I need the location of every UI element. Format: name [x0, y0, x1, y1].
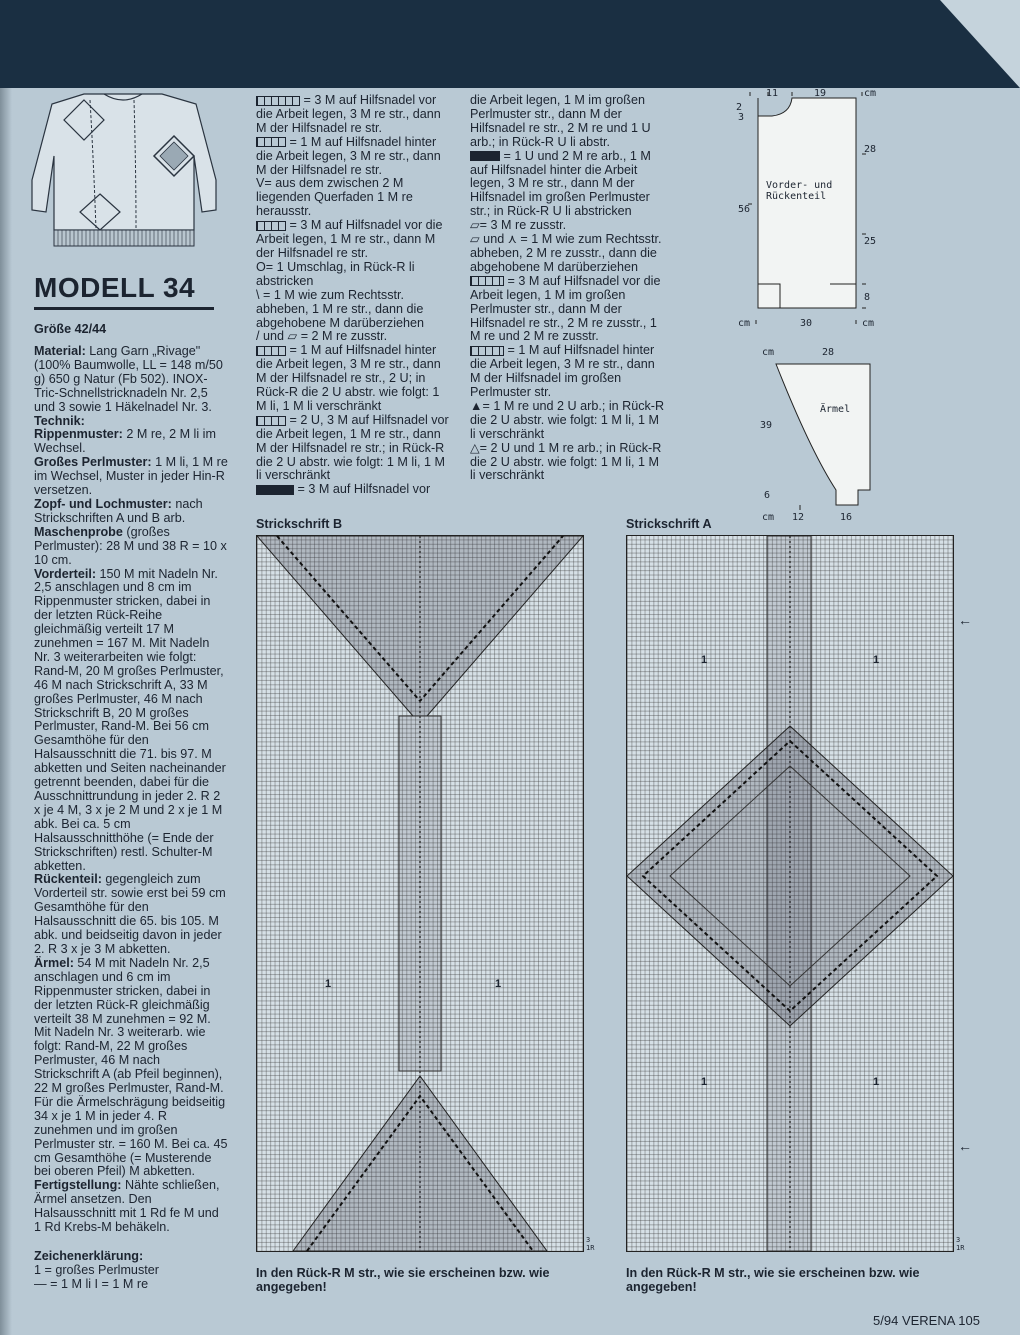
- symbol-def: [256, 177, 452, 219]
- chart-b-pearl-right: 1: [495, 978, 502, 990]
- cable-symbol-icon: [470, 346, 504, 356]
- title-rule: [34, 307, 214, 310]
- legend-line-1: 1 = großes Perlmuster: [34, 1263, 159, 1277]
- sleeve-cm: cm: [762, 347, 775, 358]
- text: ▱= 3 M re zusstr.: [470, 218, 567, 233]
- text: = 3 M auf Hilfsnadel vor die Arbeit legen, 1 M im großen Perlmuster str., dann M der Hilfsnadel re str., 2 M re zusstr., 1 M re und 2 M re zusstr.: [470, 273, 661, 344]
- size-label: Größe 42/44: [34, 322, 107, 336]
- dim-top-right: 19: [814, 88, 827, 99]
- dim-r3: 8: [864, 292, 871, 303]
- text: V= aus dem zwischen 2 M liegenden Querfaden 1 M re herausstr.: [256, 176, 413, 219]
- dim-top-left: 11: [766, 88, 779, 99]
- text: O= 1 Umschlag, in Rück-R li abstricken: [256, 259, 415, 288]
- symbol-def: [470, 442, 666, 484]
- cable-symbol-icon: [256, 485, 294, 495]
- sleeve-cm-bottom: cm: [762, 512, 775, 523]
- chart-a-motif: [627, 536, 953, 1251]
- symbol-def: [256, 330, 452, 344]
- text: \ = 1 M wie zum Rechtsstr. abheben, 1 M re str., dann die abgehobene M darüberziehen: [256, 287, 425, 330]
- chart-a-note: In den Rück-R M str., wie sie erscheinen bzw. wie angegeben!: [626, 1266, 920, 1294]
- sleeve-left: 39: [760, 420, 773, 431]
- para-zopf: [34, 498, 228, 526]
- text: ▱ und ⋏ = 1 M wie zum Rechtsstr. abheben, 2 M re zusstr., dann die abgehobene M darüberziehen: [470, 232, 662, 274]
- body-label: Vorder- und Rückenteil: [766, 180, 833, 202]
- chart-a-rowmark: 3 1R: [956, 1236, 965, 1252]
- label: Technik:: [34, 413, 85, 428]
- text: = 3 M auf Hilfsnadel vor: [297, 482, 431, 497]
- symbol-def: [256, 219, 452, 261]
- text: Lang Garn „Rivage" (100% Baumwolle, LL = 148 m/50 g) 650 g Natur (Fb 502). INOX-Tric-Schnellstricknadeln Nr. 2,5 und 3 sowie 1 Häkelnadel Nr. 3.: [34, 344, 223, 414]
- symbol-def: [256, 344, 452, 414]
- dim-neck: 2: [736, 102, 743, 113]
- sleeve-label: Ärmel: [820, 404, 851, 415]
- chart-a-pearl-top-right: 1: [873, 654, 880, 666]
- chart-a-pearl-bottom-left: 1: [701, 1076, 708, 1088]
- cable-symbol-icon: [470, 276, 504, 286]
- label: Fertigstellung:: [34, 1178, 122, 1193]
- text: = 1 U und 2 M re arb., 1 M auf Hilfsnadel hinter die Arbeit legen, 3 M re str., dann M der Hilfsnadel im großen Perlmuster str.; in Rück-R U li abstricken: [470, 148, 651, 219]
- text: = 1 M auf Hilfsnadel hinter die Arbeit legen, 3 M re str., dann M der Hilfsnadel re str.: [256, 134, 441, 177]
- dim-neck-2: 3: [738, 112, 745, 123]
- cable-symbol-icon: [256, 96, 300, 106]
- sleeve-rib: 6: [764, 490, 771, 501]
- label: Vorderteil:: [34, 566, 97, 581]
- instructions-column-2: [256, 94, 452, 497]
- symbol-def: [470, 233, 666, 275]
- chart-a: [626, 535, 954, 1252]
- legend-line-2: — = 1 M li I = 1 M re: [34, 1277, 149, 1291]
- chart-b-motif: [257, 536, 583, 1251]
- sleeve-bottom-left: 12: [792, 512, 805, 523]
- symbol-def: [470, 150, 666, 220]
- text: = 3 M auf Hilfsnadel vor die Arbeit legen, 3 M re str., dann M der Hilfsnadel re str.: [256, 93, 441, 135]
- text: ▲= 1 M re und 2 U arb.; in Rück-R die 2 U abstr. wie folgt: 1 M li, 1 M li verschränkt: [470, 398, 665, 441]
- chart-b-title: Strickschrift B: [256, 517, 343, 531]
- label: Rippenmuster:: [34, 427, 123, 442]
- para-aermel: [34, 957, 228, 1180]
- symbol-def: [256, 414, 452, 484]
- cable-symbol-icon: [256, 137, 286, 147]
- text: = 1 M auf Hilfsnadel hinter die Arbeit legen, 3 M re str., dann M der Hilfsnadel re str., 2 U; in Rück-R die 2 U abstr. wie folgt: 1 M li, 1 M li verschränkt: [256, 343, 441, 413]
- symbol-def: [470, 94, 666, 150]
- symbol-def: [470, 275, 666, 345]
- para-vorderteil: [34, 568, 228, 874]
- text: 150 M mit Nadeln Nr. 2,5 anschlagen und 8 cm im Rippenmuster stricken, dabei in der letzten Rück-Reihe gleichmäßig verteilt 17 M zunehmen = 167 M. Mit Nadeln Nr. 3 weiterarbeiten wie folgt: Rand-M, 20 M großes Perlmuster, 46 M nach Strickschrift A, 33 M großes Perlmuster, 46 M nach Strickschrift B, 20 M großes Perlmuster, Rand-M. Bei 56 cm Gesamthöhe für den Halsausschnitt die 71. bis 97. M abketten und Seiten nacheinander getrennt beenden, dabei für die Ausschnittrundung in jeder 2. R 2 x je 4 M, 3 x je 2 M und 2 x je 1 M abk. Bei ca. 5 cm Halsausschnitthöhe (= Ende der Strickschriften) restl. Schulter-M abketten.: [34, 566, 226, 873]
- symbol-def: [256, 261, 452, 289]
- para-rippen: [34, 428, 228, 456]
- para-rueckenteil: [34, 873, 228, 956]
- dim-left-height: 56: [738, 204, 751, 215]
- sleeve-bottom-right: 16: [840, 512, 853, 523]
- text: 54 M mit Nadeln Nr. 2,5 anschlagen und 6 cm im Rippenmuster stricken, dabei in der letzten Rück-R gleichmäßig verteilt 38 M zunehmen = 92 M. Mit Nadeln Nr. 3 weiterarb. wie folgt: Rand-M, 22 M großes Perlmuster, 46 M nach Strickschrift A (ab Pfeil beginnen), 22 M großes Perlmuster, Rand-M. Für die Ärmelschrägung beidseitig 34 x je 1 M in jeder 4. R zunehmen und im großen Perlmuster str. = 160 M. Bei ca. 45 cm Gesamthöhe (= Musterende bei oberen Pfeil) M abketten.: [34, 955, 228, 1179]
- para-technik: [34, 415, 228, 429]
- text: Nähte schließen, Ärmel ansetzen. Den Halsausschnitt mit 1 Rd fe M und 1 Rd Krebs-M behäkeln.: [34, 1178, 220, 1235]
- legend: [34, 1249, 234, 1291]
- dim-r2: 25: [864, 236, 877, 247]
- header-corner: [940, 0, 1020, 88]
- cable-symbol-icon: [256, 416, 286, 426]
- chart-b: [256, 535, 584, 1252]
- symbol-def: [256, 289, 452, 331]
- arrow-left-icon: ←: [958, 612, 972, 628]
- dim-bottom: 30: [800, 318, 813, 329]
- label: Ärmel:: [34, 955, 74, 970]
- text: / und ▱ = 2 M re zusstr.: [256, 329, 388, 344]
- text: 2 M re, 2 M li im Wechsel.: [34, 427, 216, 456]
- symbol-def: [256, 94, 452, 136]
- header-band: [0, 0, 1020, 88]
- cable-symbol-icon: [470, 151, 500, 161]
- text: nach Strickschriften A und B arb.: [34, 496, 203, 525]
- text: 1 M li, 1 M re im Wechsel, Muster in jeder Hin-R versetzen.: [34, 455, 228, 498]
- chart-b-note: In den Rück-R M str., wie sie erscheinen bzw. wie angegeben!: [256, 1266, 550, 1294]
- chart-b-rowmark: 3 1R: [586, 1236, 595, 1252]
- text: = 1 M auf Hilfsnadel hinter die Arbeit legen, 3 M re str., dann M der Hilfsnadel im großen Perlmuster str.: [470, 343, 655, 400]
- cable-symbol-icon: [256, 346, 286, 356]
- instructions-column-1: [34, 345, 228, 1235]
- chart-a-title: Strickschrift A: [626, 517, 712, 531]
- label: Rückenteil:: [34, 872, 102, 887]
- para-probe: [34, 526, 228, 568]
- label: Großes Perlmuster:: [34, 455, 152, 470]
- dim-cm: cm: [864, 88, 877, 99]
- para-fertig: [34, 1179, 228, 1235]
- chart-b-pearl-left: 1: [325, 978, 332, 990]
- dim-r1: 28: [864, 144, 877, 155]
- dim-cm-right: cm: [862, 318, 875, 329]
- sleeve-top: 28: [822, 347, 835, 358]
- label: Material:: [34, 344, 86, 358]
- instructions-column-3: [470, 94, 666, 483]
- label: Zopf- und Lochmuster:: [34, 496, 172, 511]
- para-perl: [34, 456, 228, 498]
- symbol-def: [470, 219, 666, 233]
- text: △= 2 U und 1 M re arb.; in Rück-R die 2 U abstr. wie folgt: 1 M li, 1 M li verschränkt: [470, 440, 662, 483]
- page-title: MODELL 34: [34, 272, 196, 303]
- symbol-def: [256, 136, 452, 178]
- para-material: [34, 345, 228, 415]
- label: Maschenprobe: [34, 524, 123, 539]
- page-spine: [0, 0, 12, 1335]
- chart-a-pearl-top-left: 1: [701, 654, 708, 666]
- symbol-def: [256, 483, 452, 497]
- text: gegengleich zum Vorderteil str. sowie erst bei 59 cm Gesamthöhe für den Halsausschnitt die 65. bis 105. M abk. und beidseitig davon in jeder 2. R 3 x je 3 M abketten.: [34, 872, 226, 956]
- arrow-left-icon: ←: [958, 1138, 972, 1154]
- symbol-def: [470, 344, 666, 400]
- text: (großes Perlmuster): 28 M und 38 R = 10 x 10 cm.: [34, 524, 227, 567]
- sweater-illustration: [24, 90, 220, 260]
- chart-a-pearl-bottom-right: 1: [873, 1076, 880, 1088]
- page-folio: 5/94 VERENA 105: [873, 1313, 980, 1328]
- cable-symbol-icon: [256, 221, 286, 231]
- text: die Arbeit legen, 1 M im großen Perlmuster str., dann M der Hilfsnadel re str., 2 M re und 1 U arb.; in Rück-R U li abstr.: [470, 93, 651, 149]
- dim-cm-bottom: cm: [738, 318, 751, 329]
- text: = 2 U, 3 M auf Hilfsnadel vor die Arbeit legen, 1 M re str., dann M der Hilfsnadel re str.; in Rück-R die 2 U abstr. wie folgt: 1 M li, 1 M li verschränkt: [256, 412, 449, 483]
- symbol-def: [470, 400, 666, 442]
- text: = 3 M auf Hilfsnadel vor die Arbeit legen, 1 M re str., dann M der Hilfsnadel re str.: [256, 218, 443, 260]
- legend-title: Zeichenerklärung:: [34, 1249, 144, 1263]
